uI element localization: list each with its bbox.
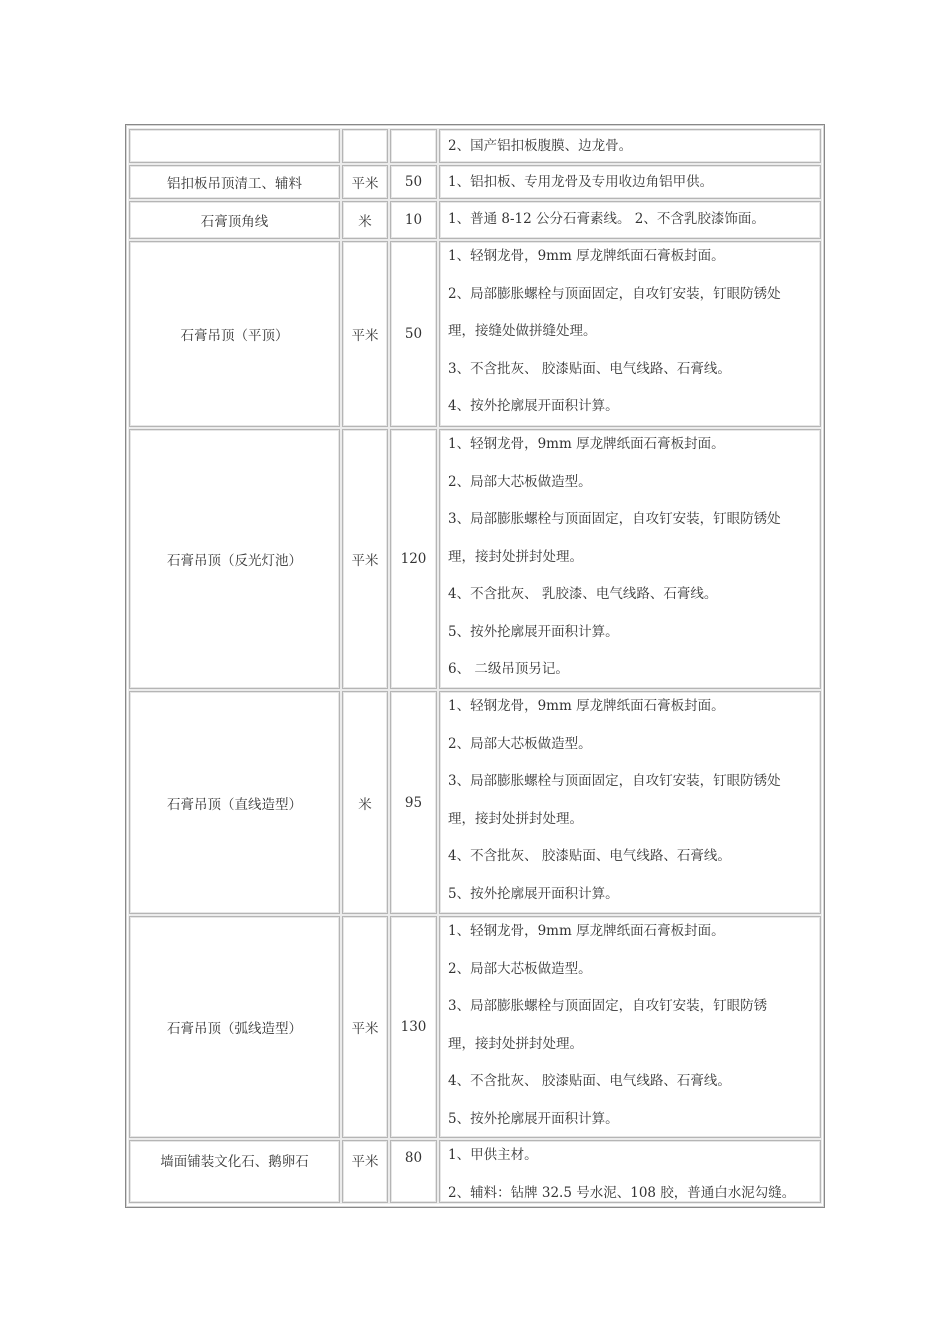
row-2-name-cell — [129, 201, 340, 239]
row-2-unit: 米 — [358, 214, 372, 230]
row-3-desc-cell — [439, 241, 821, 427]
row-6-name-cell — [129, 916, 340, 1138]
row-4-line-6: 6、 二级吊顶另记。 — [448, 661, 569, 677]
row-3-unit-cell — [342, 241, 388, 427]
row-6-line-2: 3、局部膨胀螺栓与顶面固定，自攻钉安装，钉眼防锈 — [448, 998, 768, 1014]
row-4-name: 石膏吊顶（反光灯池） — [167, 553, 302, 569]
row-0-name-cell — [129, 129, 340, 163]
row-1-unit: 平米 — [351, 176, 379, 192]
row-4-line-2: 3、局部膨胀螺栓与顶面固定，自攻钉安装，钉眼防锈处 — [448, 511, 781, 527]
row-2-name: 石膏顶角线 — [200, 214, 269, 230]
row-6-line-3: 理，接封处拼封处理。 — [448, 1035, 583, 1052]
row-2-unit-cell — [342, 201, 388, 239]
row-6-price: 130 — [400, 1019, 427, 1035]
row-7-unit: 平米 — [351, 1154, 379, 1170]
row-7-name: 墙面铺装文化石、鹅卵石 — [160, 1154, 309, 1170]
row-5-desc-cell — [439, 691, 821, 914]
row-0-line-0: 2、国产铝扣板腹膜、边龙骨。 — [448, 138, 633, 154]
row-4-line-0: 1、轻钢龙骨，9mm 厚龙牌纸面石膏板封面。 — [448, 436, 725, 452]
row-3-name: 石膏吊顶（平顶） — [180, 328, 289, 344]
row-5-line-3: 理，接封处拼封处理。 — [448, 810, 583, 827]
row-4-price: 120 — [400, 551, 427, 567]
row-3-name-cell — [129, 241, 340, 427]
row-4-unit-cell — [342, 429, 388, 689]
row-6-price-cell — [390, 916, 437, 1138]
row-3-line-4: 4、按外抡廓展开面积计算。 — [448, 398, 619, 414]
row-7-line-0: 1、甲供主材。 — [448, 1147, 538, 1163]
row-6-line-0: 1、轻钢龙骨，9mm 厚龙牌纸面石膏板封面。 — [448, 923, 725, 939]
row-6-unit-cell — [342, 916, 388, 1138]
row-3-line-1: 2、局部膨胀螺栓与顶面固定，自攻钉安装，钉眼防锈处 — [448, 285, 781, 302]
row-2-price-cell — [390, 201, 437, 239]
row-3-unit: 平米 — [351, 328, 379, 344]
row-5-line-4: 4、不含批灰、 胶漆贴面、电气线路、石膏线。 — [448, 848, 731, 864]
row-4-line-1: 2、局部大芯板做造型。 — [448, 473, 592, 490]
row-6-desc-cell — [439, 916, 821, 1138]
row-7-line-1: 2、辅料：钻牌 32.5 号水泥、108 胶，普通白水泥勾缝。 — [448, 1184, 796, 1201]
row-7-unit-cell — [342, 1140, 388, 1203]
row-6-line-5: 5、按外抡廓展开面积计算。 — [448, 1110, 619, 1127]
row-5-name-cell — [129, 691, 340, 914]
row-5-price-cell — [390, 691, 437, 914]
row-3-price-cell — [390, 241, 437, 427]
row-5-unit: 米 — [358, 796, 372, 813]
row-1-name: 铝扣板吊顶清工、辅料 — [167, 176, 302, 192]
row-7-price-cell — [390, 1140, 437, 1203]
row-3-price: 50 — [404, 326, 423, 342]
row-3-line-2: 理，接缝处做拼缝处理。 — [448, 323, 597, 339]
row-7-desc-cell — [439, 1140, 821, 1203]
row-2-price: 10 — [404, 212, 423, 228]
row-3-line-3: 3、不含批灰、 胶漆贴面、电气线路、石膏线。 — [448, 360, 731, 377]
row-6-name: 石膏吊顶（弧线造型） — [167, 1021, 302, 1037]
row-1-desc-cell — [439, 165, 821, 199]
row-3-line-0: 1、轻钢龙骨，9mm 厚龙牌纸面石膏板封面。 — [448, 248, 725, 264]
row-2-line-0: 1、普通 8-12 公分石膏素线。 2、不含乳胶漆饰面。 — [448, 211, 765, 227]
row-2-desc-cell — [439, 201, 821, 239]
row-6-line-4: 4、不含批灰、 胶漆贴面、电气线路、石膏线。 — [448, 1073, 731, 1089]
row-1-unit-cell — [342, 165, 388, 199]
row-0-unit-cell — [342, 129, 388, 163]
row-4-line-4: 4、不含批灰、 乳胶漆、电气线路、石膏线。 — [448, 586, 718, 602]
row-5-line-2: 3、局部膨胀螺栓与顶面固定，自攻钉安装，钉眼防锈处 — [448, 773, 781, 789]
row-5-unit-cell — [342, 691, 388, 914]
row-4-line-5: 5、按外抡廓展开面积计算。 — [448, 623, 619, 640]
row-4-line-3: 理，接封处拼封处理。 — [448, 548, 583, 565]
row-5-name: 石膏吊顶（直线造型） — [167, 796, 302, 813]
row-0-desc-cell — [439, 129, 821, 163]
row-5-line-1: 2、局部大芯板做造型。 — [448, 735, 592, 752]
row-1-price: 50 — [404, 174, 423, 190]
row-5-price: 95 — [404, 794, 423, 811]
row-6-line-1: 2、局部大芯板做造型。 — [448, 960, 592, 977]
row-5-line-5: 5、按外抡廓展开面积计算。 — [448, 885, 619, 902]
row-1-name-cell — [129, 165, 340, 199]
row-4-price-cell — [390, 429, 437, 689]
row-4-unit: 平米 — [351, 553, 379, 569]
row-0-price-cell — [390, 129, 437, 163]
row-1-line-0: 1、铝扣板、专用龙骨及专用收边角铝甲供。 — [448, 174, 714, 190]
row-7-name-cell — [129, 1140, 340, 1203]
row-4-name-cell — [129, 429, 340, 689]
row-1-price-cell — [390, 165, 437, 199]
row-6-unit: 平米 — [351, 1021, 379, 1037]
row-7-price: 80 — [404, 1150, 423, 1166]
row-5-line-0: 1、轻钢龙骨，9mm 厚龙牌纸面石膏板封面。 — [448, 698, 725, 714]
row-4-desc-cell — [439, 429, 821, 689]
